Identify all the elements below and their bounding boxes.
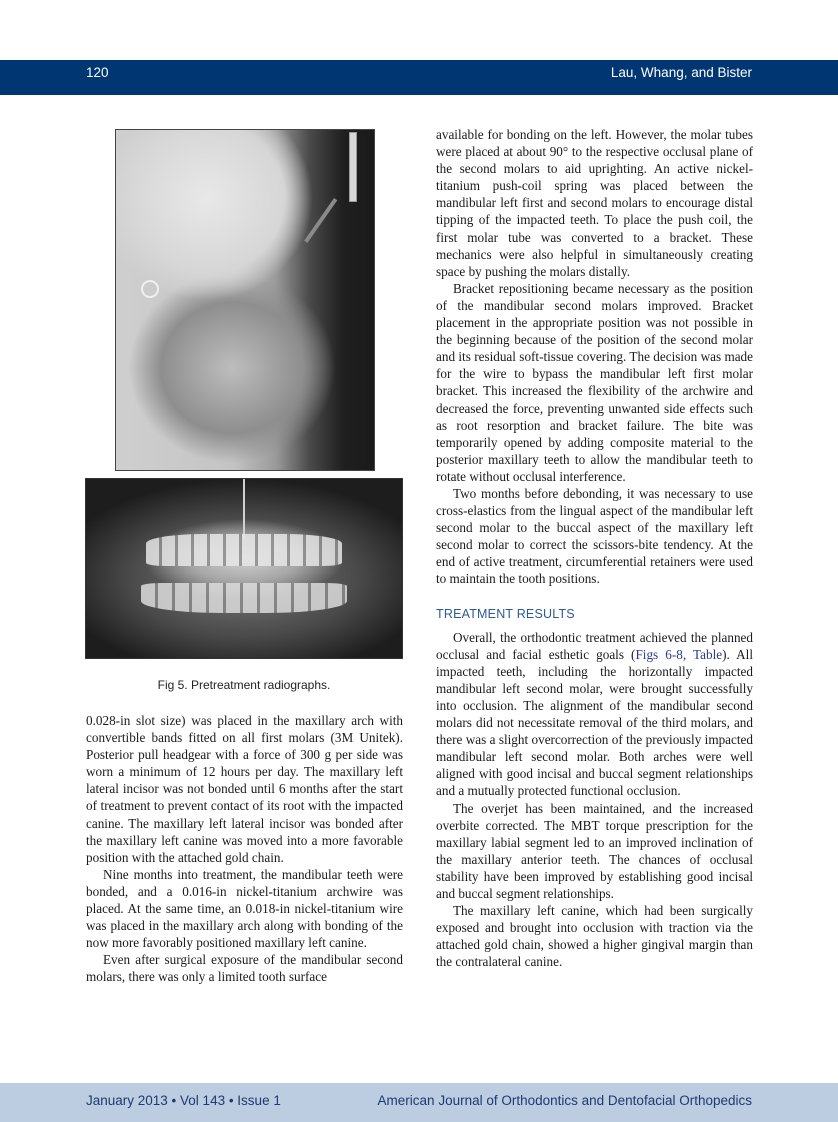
paragraph: 0.028-in slot size) was placed in the maxillary arch with convertible bands fitted on all first molars (3M Unitek). Posterior pull headgear with a force of 300 g per side was worn a minimum of 12 hours per day. The maxillary left lateral incisor was not bonded until 6 months after the start of treatment to prevent contact of its root with the impacted canine. The maxillary left lateral incisor was bonded after the maxillary left canine was moved into a more favorable position with the attached gold chain. — [86, 713, 403, 865]
paragraph: available for bonding on the left. However, the molar tubes were placed at about 90° to the respective occlusal plane of the second molars to aid uprighting. An active nickel-titanium push-coil spring was placed between the mandibular left first and second molars to encourage distal tipping of the impacted teeth. To place the push coil, the first molar tube was converted to a bracket. These mechanics were also helpful in simultaneously creating space by pushing the molars distally. — [436, 127, 753, 279]
page-header — [0, 60, 838, 95]
panoramic-radiograph-image — [85, 478, 403, 659]
nasal-septum — [243, 479, 245, 539]
maxillary-teeth — [146, 534, 342, 566]
journal-name: American Journal of Orthodontics and Dentofacial Orthopedics — [377, 1093, 752, 1108]
left-text-column — [86, 712, 403, 986]
paragraph: Even after surgical exposure of the mandibular second molars, there was only a limited tooth surface — [86, 952, 403, 985]
lateral-cephalogram-image — [115, 129, 375, 471]
paragraph: Bracket repositioning became necessary as the position of the mandibular second molars improved. Bracket placement in the appropriate position was not possible in the beginning because of the position of the second molar and its residual soft-tissue covering. The decision was made for the wire to bypass the mandibular left first molar bracket. This increased the flexibility of the archwire and decreased the force, preventing unwanted side effects such as root resorption and bracket failure. The bite was temporarily opened by adding composite material to the posterior maxillary teeth to allow the mandibular teeth to rotate without occlusal interference. — [436, 280, 753, 484]
issue-info: January 2013 • Vol 143 • Issue 1 — [86, 1093, 281, 1108]
cephalostat-ruler — [349, 132, 357, 202]
paragraph: The overjet has been maintained, and the increased overbite corrected. The MBT torque prescription for the maxillary labial segment led to an improved inclination of the maxillary anterior teeth. The chances of occlusal stability have been improved by establishing good incisal and buccal segment relationships. — [436, 800, 753, 902]
nasion-relator — [304, 198, 337, 243]
page-number: 120 — [86, 65, 109, 80]
paragraph — [436, 629, 753, 800]
paragraph: Nine months into treatment, the mandibular teeth were bonded, and a 0.016-in nickel-titanium archwire was placed. At the same time, an 0.018-in nickel-titanium wire was placed in the maxillary arch along with bonding of the now more favorably positioned maxillary left canine. — [86, 866, 403, 951]
figure-reference-link[interactable]: Figs 6-8, Table — [635, 646, 723, 662]
running-head-authors: Lau, Whang, and Bister — [610, 65, 752, 80]
right-text-column — [436, 126, 753, 971]
paragraph-text: Overall, the orthodontic treatment achieved the planned occlusal and facial esthetic goals ( — [436, 629, 753, 662]
section-heading-treatment-results: TREATMENT RESULTS — [436, 606, 575, 621]
page-footer — [0, 1083, 838, 1122]
ear-rod-marker — [141, 280, 159, 298]
paragraph: The maxillary left canine, which had been surgically exposed and brought into occlusion with traction via the attached gold chain, showed a higher gingival margin than the contralateral canine. — [436, 903, 753, 970]
mandibular-teeth — [141, 583, 347, 613]
figure-caption: Fig 5. Pretreatment radiographs. — [157, 678, 331, 692]
paragraph: Two months before debonding, it was necessary to use cross-elastics from the lingual aspect of the mandibular left second molar to the buccal aspect of the maxillary left second molar to correct the scissors-bite tendency. At the end of active treatment, circumferential retainers were used to maintain the tooth positions. — [436, 485, 753, 587]
paragraph-text: ). All impacted teeth, including the horizontally impacted mandibular left second molar, were brought successfully into occlusion. The alignment of the mandibular second molars did not necessitate removal of the third molars, and there was a slight overcorrection of the previously impacted mandibular left second molar. Both arches were well aligned with good incisal and buccal segment relationships and a mutually protected functional occlusion. — [436, 646, 753, 799]
